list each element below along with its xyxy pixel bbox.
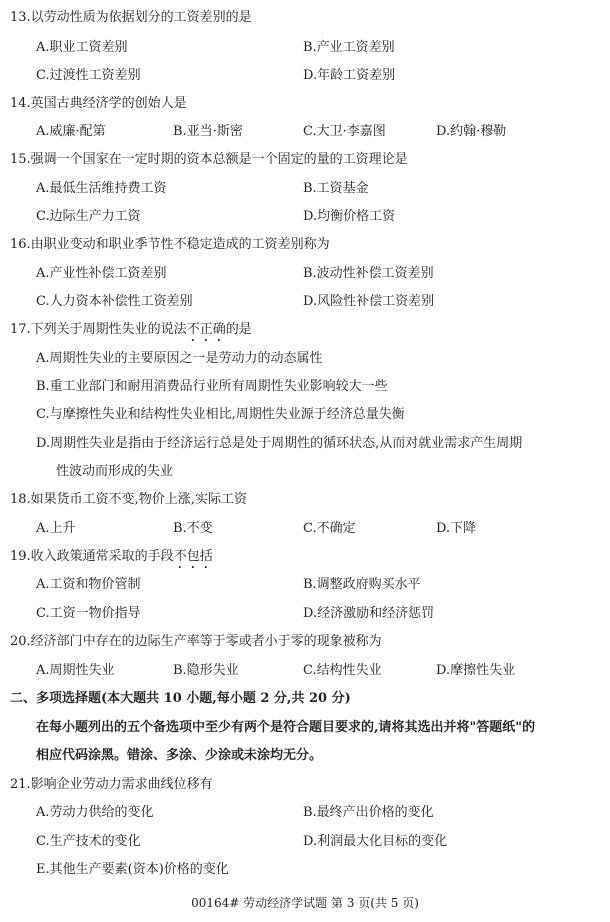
q18-option-d: D.下降 [436, 521, 477, 536]
q16-option-c: C.人力资本补偿性工资差别 [36, 294, 193, 309]
q17-option-a: A.周期性失业的主要原因之一是劳动力的动态属性 [36, 351, 323, 366]
q19-option-c: C.工资一物价指导 [36, 606, 141, 621]
q17-stem-pre: 17.下列关于周期性失业的说法 [10, 322, 187, 337]
q14-option-c: C.大卫·李嘉图 [303, 124, 386, 139]
question-18-stem: 18.如果货币工资不变,物价上涨,实际工资 [10, 492, 247, 507]
q16-option-d: D.风险性补偿工资差别 [303, 294, 435, 309]
q18-option-b: B.不变 [173, 521, 213, 536]
q13-option-c: C.过渡性工资差别 [36, 68, 141, 83]
question-21-stem: 21.影响企业劳动力需求曲线位移有 [10, 777, 213, 792]
q16-option-b: B.波动性补偿工资差别 [303, 266, 434, 281]
question-16-stem: 16.由职业变动和职业季节性不稳定造成的工资差别称为 [10, 237, 330, 252]
q21-option-a: A.劳动力供给的变化 [36, 805, 154, 820]
q13-option-b: B.产业工资差别 [303, 40, 395, 55]
question-20-stem: 20.经济部门中存在的边际生产率等于零或者小于零的现象被称为 [10, 634, 382, 649]
section-2-heading: 二、多项选择题(本大题共 10 小题,每小题 2 分,共 20 分) [10, 691, 351, 706]
question-17-stem [10, 321, 252, 345]
q15-option-c: C.边际生产力工资 [36, 209, 141, 224]
q19-stem-emphasis: 不包括 [173, 549, 213, 564]
q13-option-a: A.职业工资差别 [36, 40, 128, 55]
q19-option-d: D.经济激励和经济惩罚 [303, 606, 435, 621]
q14-option-d: D.约翰·穆勒 [436, 124, 507, 139]
q18-option-c: C.不确定 [303, 521, 356, 536]
q17-option-b: B.重工业部门和耐用消费品行业所有周期性失业影响较大一些 [36, 379, 388, 394]
question-14-stem: 14.英国古典经济学的创始人是 [10, 96, 187, 111]
question-15-stem: 15.强调一个国家在一定时期的资本总额是一个固定的量的工资理论是 [10, 152, 408, 167]
q17-option-d-continued: 性波动而形成的失业 [56, 464, 174, 479]
q14-option-b: B.亚当·斯密 [173, 124, 243, 139]
q17-stem-emphasis: 不正确 [186, 322, 226, 337]
q18-option-a: A.上升 [36, 521, 76, 536]
q20-option-d: D.摩擦性失业 [436, 663, 516, 678]
q15-option-b: B.工资基金 [303, 181, 369, 196]
question-13-stem: 13.以劳动性质为依据划分的工资差别的是 [10, 10, 252, 25]
q15-option-d: D.均衡价格工资 [303, 209, 396, 224]
q19-option-b: B.调整政府购买水平 [303, 577, 421, 592]
q17-option-d: D.周期性失业是指由于经济运行总是处于周期性的循环状态,从而对就业需求产生周期 [36, 436, 523, 451]
q17-option-c: C.与摩擦性失业和结构性失业相比,周期性失业源于经济总量失衡 [36, 407, 405, 422]
q19-option-a: A.工资和物价管制 [36, 577, 141, 592]
q19-stem-pre: 19.收入政策通常采取的手段 [10, 549, 174, 564]
q13-option-d: D.年龄工资差别 [303, 68, 396, 83]
q20-option-b: B.隐形失业 [173, 663, 239, 678]
question-19-stem [10, 548, 213, 572]
section-2-instruction-line-2: 相应代码涂黑。错涂、多涂、少涂或未涂均无分。 [36, 748, 323, 763]
q17-stem-post: 的是 [225, 322, 252, 337]
q20-option-a: A.周期性失业 [36, 663, 115, 678]
q21-option-e: E.其他生产要素(资本)价格的变化 [36, 862, 229, 877]
q16-option-a: A.产业性补偿工资差别 [36, 266, 167, 281]
page-footer: 00164# 劳动经济学试题 第 3 页(共 5 页) [191, 896, 419, 910]
q14-option-a: A.威廉·配第 [36, 124, 106, 139]
section-2-instruction-line-1: 在每小题列出的五个备选项中至少有两个是符合题目要求的,请将其选出并将"答题纸"的 [36, 720, 536, 735]
q15-option-a: A.最低生活维持费工资 [36, 181, 167, 196]
q21-option-b: B.最终产出价格的变化 [303, 805, 434, 820]
q20-option-c: C.结构性失业 [303, 663, 382, 678]
q21-option-d: D.利润最大化目标的变化 [303, 834, 448, 849]
q21-option-c: C.生产技术的变化 [36, 834, 141, 849]
